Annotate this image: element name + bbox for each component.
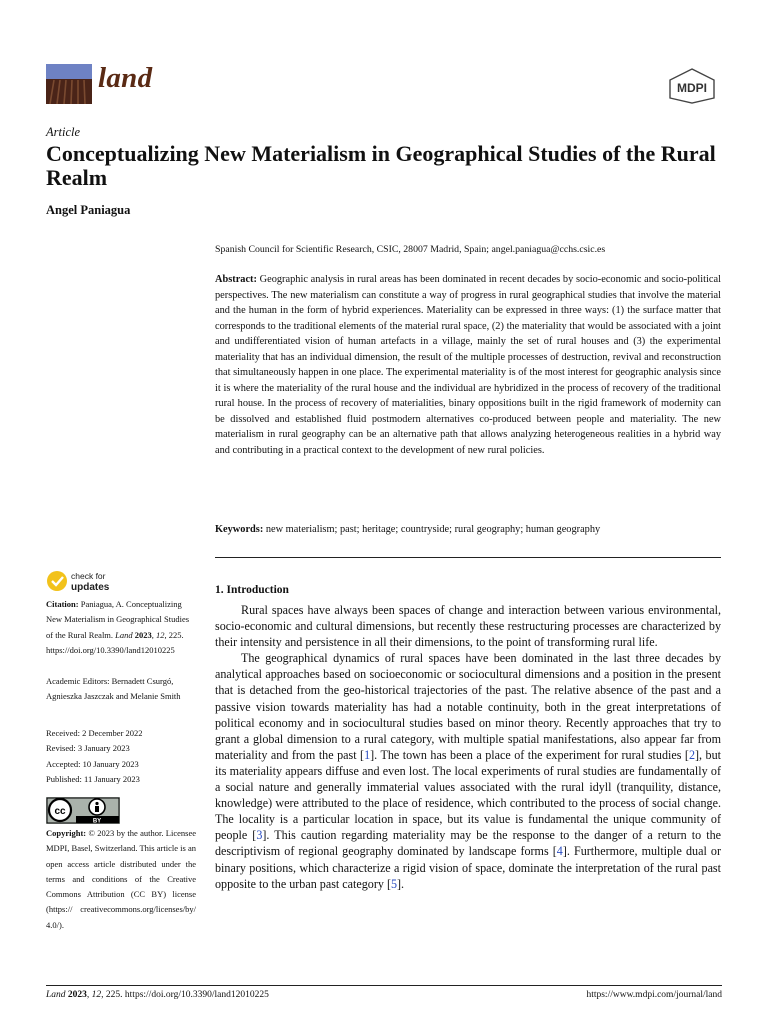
publication-dates <box>46 726 196 787</box>
accepted-date: Accepted: 10 January 2023 <box>46 758 139 769</box>
abstract-label: Abstract: <box>215 274 257 285</box>
cc-by-license-icon[interactable] <box>46 797 120 824</box>
abstract-text: Geographic analysis in rural areas has been dominated in recent decades by socio-economic and socio-political perspectives. The new materialism can constitute a way of progress in rural geographical studies that involve the material and the human in the form of hybrid experiences. Materiality can be expressed in three ways: (1) the surface matter that corresponds to the traditional elements of the material rural space, (2) the materiality that would be associated with a joint and undifferentiated vision of human artefacts in a village, mainly the set of rural houses and (3) the experimental materiality that has an individual dimension, the result of the multiple processes of destruction, revival and reconstruction that simultaneously happen in one place. The experimental materiality is of the most interest for geographic analysis since it is where the materiality of the rural house and the individual are hybridized in the process of recovery of the traditional rural house. In the process of recovery of materialities, binary oppositions built in the rigid framework of modernity can be dissolved and established fluid postmodern alternatives co-produced between people and materiality. The new materialism in rural geography can be an alternative path that allows analyzing heterogeneous realities in a hybrid way and contributing in a practical context to the development of new rural policies. <box>215 274 721 457</box>
reference-link-1[interactable]: 1 <box>364 747 371 762</box>
footer-citation: Land 2023, 12, 225. https://doi.org/10.3390/land12010225 <box>46 990 269 1000</box>
check-updates-line2: updates <box>71 582 110 593</box>
check-updates-line1: check for <box>71 571 106 581</box>
copyright-text: © 2023 by the author. Licensee MDPI, Basel, Switzerland. This article is an open access article distributed under the terms and conditions of the Creative Commons Attribution (CC BY) license (https:// creativecommons.org/licenses/by/ 4.0/). <box>46 828 196 930</box>
citation: Citation: Paniagua, A. Conceptualizing New Materialism in Geographical Studies of the Rural Realm. Land 2023, 12, 225. https://doi.org/10.3390/land12010225 <box>46 599 190 655</box>
citation-volume: 12 <box>156 629 165 640</box>
citation-label: Citation: <box>46 599 79 609</box>
keywords-text: new materialism; past; heritage; countryside; rural geography; human geography <box>265 524 601 535</box>
by-label: BY <box>92 818 102 824</box>
footer-divider <box>46 985 722 986</box>
cc-label: cc <box>54 806 66 817</box>
journal-logo-icon <box>46 64 92 104</box>
copyright-notice <box>46 826 196 933</box>
footer-journal-url[interactable]: https://www.mdpi.com/journal/land <box>586 990 722 1000</box>
author-name[interactable]: Angel Paniagua <box>46 203 131 217</box>
keywords-label: Keywords: <box>215 524 264 535</box>
section-title: 1. Introduction <box>215 584 289 596</box>
citation-year: 2023 <box>134 629 152 640</box>
citation-text: Paniagua, A. Conceptualizing New Materialism in Geographical Studies of the Rural Realm. <box>46 599 190 640</box>
footer-doi[interactable]: , 225. https://doi.org/10.3390/land12010225 <box>101 990 269 1000</box>
intro-paragraph-2: The geographical dynamics of rural spaces have been dominated in the last three decades by analytical approaches based on socioeconomic or sociocultural dimensions and a position in the present that is detached from the geo-historical trajectories of the past. The relative absence of the past and a passive vision towards materiality has had a notable continuity, both in the great interpretations of political economy and in sociocultural studies based on minor theory. Recently approaches that try to grant a global dimension to a rural category, with multiple spatial manifestations, also appear far from materiality and from the past [1]. The town has been a place of the experiment for rural studies [2], but its materiality appears diffuse and even lost. The local experiments of rural studies are fundamentally of a social nature and generally immaterial values associated with the rural idyll (tranquility, distance, knowledge) were attributed to the place of residence, which contributed to the process of social change. The locality is a particular location in space, but its value is fundamental the unique community of people [3]. This caution regarding materiality may be the response to the danger of a return to the descriptivism of regional geography dominated by landscape forms [4]. Furthermore, multiple dual or binary positions, which characterize a rigid vision of space, dominate the interpretation of the rural past opposite to the urban past category [5]. <box>215 651 721 891</box>
footer-journal: Land <box>46 990 66 1000</box>
journal-name: land <box>98 62 153 94</box>
footer-year: 2023 <box>67 990 87 1000</box>
abstract <box>215 272 721 459</box>
reference-link-3[interactable]: 3 <box>256 828 263 843</box>
introduction-body <box>215 602 721 892</box>
revised-date: Revised: 3 January 2023 <box>46 743 130 754</box>
intro-paragraph-1: Rural spaces have always been spaces of change and interaction between various environmental, socio-economic and cultural dimensions, but recently these restructuring processes are characterized by their intensity and persistence in all their dimensions, to the point of transforming rural life. <box>215 603 721 650</box>
reference-link-5[interactable]: 5 <box>390 876 398 891</box>
reference-link-2[interactable]: 2 <box>688 747 695 762</box>
author-affiliation: Spanish Council for Scientific Research, CSIC, 28007 Madrid, Spain; angel.paniagua@cchs.csic.es <box>215 244 606 255</box>
mdpi-logo-icon[interactable] <box>667 68 717 104</box>
check-for-updates-badge[interactable] <box>46 569 146 593</box>
publisher-name: MDPI <box>677 81 707 95</box>
section-divider <box>215 557 721 558</box>
article-type: Article <box>46 125 81 139</box>
published-date: Published: 11 January 2023 <box>46 773 140 784</box>
reference-link-4[interactable]: 4 <box>556 844 563 859</box>
copyright-label: Copyright: <box>46 828 87 838</box>
received-date: Received: 2 December 2022 <box>46 728 143 738</box>
citation-journal: Land <box>115 629 133 640</box>
citation-doi[interactable]: , 225. https://doi.org/10.3390/land12010225 <box>46 629 184 655</box>
keywords <box>215 524 721 535</box>
footer-volume: 12 <box>91 990 102 1000</box>
article-title: Conceptualizing New Materialism in Geographical Studies of the Rural Realm <box>46 141 716 190</box>
academic-editors: Academic Editors: Bernadett Csurgó, Agnieszka Jaszczak and Melanie Smith <box>46 676 181 702</box>
